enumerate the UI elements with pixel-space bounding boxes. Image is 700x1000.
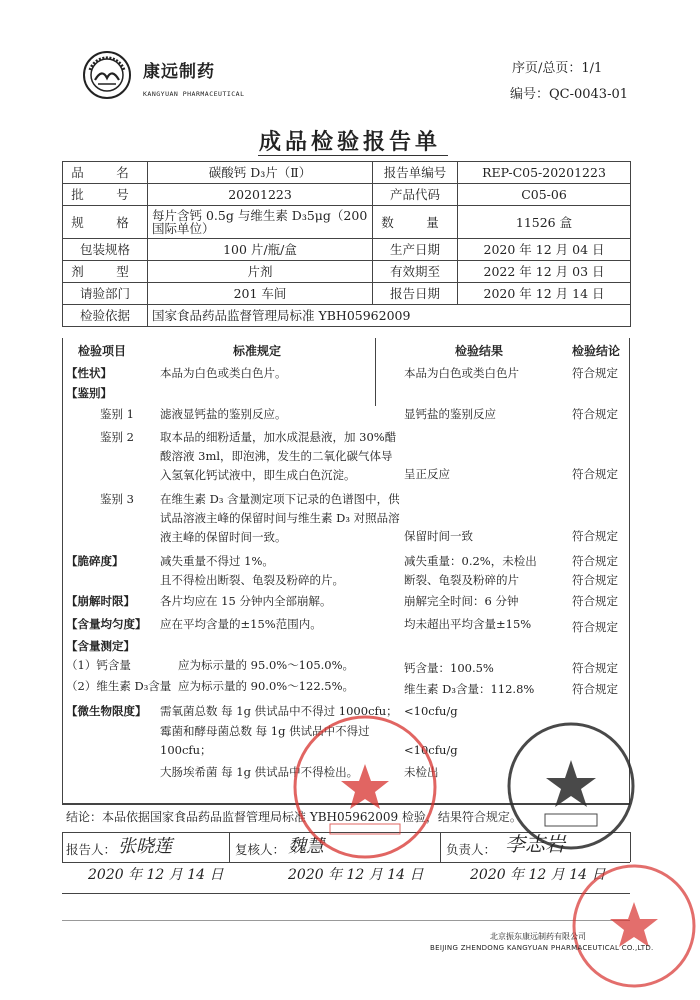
reviewer-date: 2020 年 12 月 14 日	[288, 867, 424, 883]
std-mold-1: 霉菌和酵母菌总数 每 1g 供试品中不得过	[160, 724, 370, 738]
column-header-result: 检验结果	[455, 344, 504, 358]
divider	[440, 832, 441, 862]
product-value: 碳酸钙 D₃片（Ⅱ）	[148, 162, 373, 184]
report-no-value: REP-C05-20201223	[458, 162, 631, 184]
spec-value: 每片含钙 0.5g 与维生素 D₃5μg（200 国际单位）	[148, 206, 373, 239]
item-calcium: （1）钙含量	[66, 658, 131, 672]
res-vitamin-d3: 维生素 D₃含量：112.8%	[404, 682, 535, 696]
item-microbial: 【微生物限度】	[66, 704, 147, 718]
con-friability-1: 符合规定	[572, 554, 618, 568]
std-calcium: 应为标示量的 95.0%～105.0%。	[178, 658, 355, 672]
res-friability-1: 减失重量：0.2%，未检出	[404, 554, 537, 568]
res-aerobic: <10cfu/g	[404, 704, 458, 718]
con-calcium: 符合规定	[572, 661, 618, 675]
product-info-table	[62, 161, 631, 327]
item-id2: 鉴别 2	[100, 430, 134, 444]
exp-date-label: 有效期至	[373, 261, 458, 283]
con-id3: 符合规定	[572, 529, 618, 543]
item-assay: 【含量测定】	[66, 639, 135, 653]
con-friability-2: 符合规定	[572, 573, 618, 587]
reporter-label: 报告人：	[66, 842, 117, 857]
con-disintegration: 符合规定	[572, 594, 618, 608]
std-character: 本品为白色或类白色片。	[160, 366, 287, 380]
divider	[62, 832, 63, 862]
black-company-stamp	[505, 720, 637, 856]
batch-label: 批 号	[63, 184, 148, 206]
batch-value: 20201223	[148, 184, 373, 206]
brand-name-en: KANGYUAN PHARMACEUTICAL	[143, 90, 245, 98]
form-value: 片剂	[148, 261, 373, 283]
mfg-date-label: 生产日期	[373, 239, 458, 261]
item-vitamin-d3: （2）维生素 D₃含量	[66, 679, 172, 693]
reporter-date: 2020 年 12 月 14 日	[88, 867, 224, 883]
product-label: 品 名	[63, 162, 148, 184]
basis-value: 国家食品药品监督管理局标准 YBH05962009	[148, 305, 631, 327]
red-quality-stamp	[570, 862, 698, 990]
item-character: 【性状】	[66, 366, 112, 380]
item-friability: 【脆碎度】	[66, 554, 124, 568]
res-friability-2: 断裂、龟裂及粉碎的片	[404, 573, 519, 587]
std-vitamin-d3: 应为标示量的 90.0%～122.5%。	[178, 679, 355, 693]
company-logo	[82, 50, 132, 100]
column-header-item: 检验项目	[78, 344, 127, 358]
res-mold: <10cfu/g	[404, 743, 458, 757]
res-character: 本品为白色或类白色片	[404, 366, 519, 380]
column-header-standard: 标准规定	[233, 344, 282, 358]
report-date-value: 2020 年 12 月 14 日	[458, 283, 631, 305]
page-title: 成品检验报告单	[258, 130, 441, 155]
red-company-stamp	[290, 712, 440, 862]
manager-signature: 李志岩	[505, 832, 565, 856]
document-number: 编号：QC-0043-01	[510, 87, 629, 102]
manager-date: 2020 年 12 月 14 日	[470, 867, 606, 883]
con-vitamin-d3: 符合规定	[572, 682, 618, 696]
qty-label: 数 量	[373, 206, 458, 239]
code-label: 产品代码	[373, 184, 458, 206]
reviewer-label: 复核人：	[235, 842, 286, 857]
code-value: C05-06	[458, 184, 631, 206]
res-id1: 显钙盐的鉴别反应	[404, 407, 496, 421]
std-id3: 在维生素 D₃ 含量测定项下记录的色谱图中，供试品溶液主峰的保留时间与维生素 D₃ 对照品溶液主峰的保留时间一致。	[160, 492, 400, 544]
con-character: 符合规定	[572, 366, 618, 380]
reviewer-signature: 魏慧	[288, 836, 324, 857]
con-id1: 符合规定	[572, 407, 618, 421]
divider	[62, 893, 630, 894]
std-aerobic: 需氧菌总数 每 1g 供试品中不得过 1000cfu；	[160, 704, 398, 718]
std-id1: 滤液显钙盐的鉴别反应。	[160, 407, 287, 421]
manager-label: 负责人：	[446, 842, 497, 857]
report-date-label: 报告日期	[373, 283, 458, 305]
dept-label: 请验部门	[63, 283, 148, 305]
title-underline	[258, 155, 448, 156]
std-disintegration: 各片均应在 15 分钟内全部崩解。	[160, 594, 332, 608]
pack-label: 包装规格	[63, 239, 148, 261]
res-ecoli: 未检出	[404, 765, 439, 779]
column-divider	[375, 338, 376, 406]
res-calcium: 钙含量：100.5%	[404, 661, 494, 675]
conclusion-text: 结论：本品依据国家食品药品监督管理局标准 YBH05962009 检验，结果符合规定。	[66, 810, 522, 824]
std-uniformity: 应在平均含量的±15%范围内。	[160, 617, 322, 631]
res-id2: 呈正反应	[404, 467, 450, 481]
report-no-label: 报告单编号	[373, 162, 458, 184]
con-uniformity: 符合规定	[572, 620, 618, 634]
std-id2: 取本品的细粉适量，加水成混悬液，加 30%醋酸溶液 3ml，即泡沸，发生的二氧化碳气体导入氢氧化钙试液中，即生成白色沉淀。	[160, 430, 397, 482]
divider	[62, 862, 630, 863]
con-id2: 符合规定	[572, 467, 618, 481]
mfg-date-value: 2020 年 12 月 04 日	[458, 239, 631, 261]
res-id3: 保留时间一致	[404, 529, 473, 543]
dept-value: 201 车间	[148, 283, 373, 305]
pack-value: 100 片/瓶/盒	[148, 239, 373, 261]
column-header-conclusion: 检验结论	[572, 344, 621, 358]
reporter-signature: 张晓莲	[118, 836, 172, 857]
item-id3: 鉴别 3	[100, 492, 134, 506]
item-identification: 【鉴别】	[66, 386, 112, 400]
brand-name-cn: 康远制药	[143, 62, 215, 82]
exp-date-value: 2022 年 12 月 03 日	[458, 261, 631, 283]
divider	[229, 832, 230, 862]
std-mold-2: 100cfu；	[160, 743, 212, 757]
std-friability-1: 减失重量不得过 1%。	[160, 554, 274, 568]
item-disintegration: 【崩解时限】	[66, 594, 135, 608]
res-uniformity: 均未超出平均含量±15%	[404, 617, 532, 631]
basis-label: 检验依据	[63, 305, 148, 327]
item-uniformity: 【含量均匀度】	[66, 617, 147, 631]
form-label: 剂 型	[63, 261, 148, 283]
divider	[62, 920, 630, 921]
res-disintegration: 崩解完全时间：6 分钟	[404, 594, 519, 608]
page-number: 序页/总页：1/1	[512, 61, 603, 76]
spec-label: 规 格	[63, 206, 148, 239]
std-friability-2: 且不得检出断裂、龟裂及粉碎的片。	[160, 573, 344, 587]
footer-company-en: BEIJING ZHENDONG KANGYUAN PHARMACEUTICAL CO.,LTD.	[430, 944, 654, 952]
item-id1: 鉴别 1	[100, 407, 134, 421]
qty-value: 11526 盒	[458, 206, 631, 239]
std-ecoli: 大肠埃希菌 每 1g 供试品中不得检出。	[160, 765, 359, 779]
footer-company-cn: 北京振东康远制药有限公司	[490, 932, 586, 941]
